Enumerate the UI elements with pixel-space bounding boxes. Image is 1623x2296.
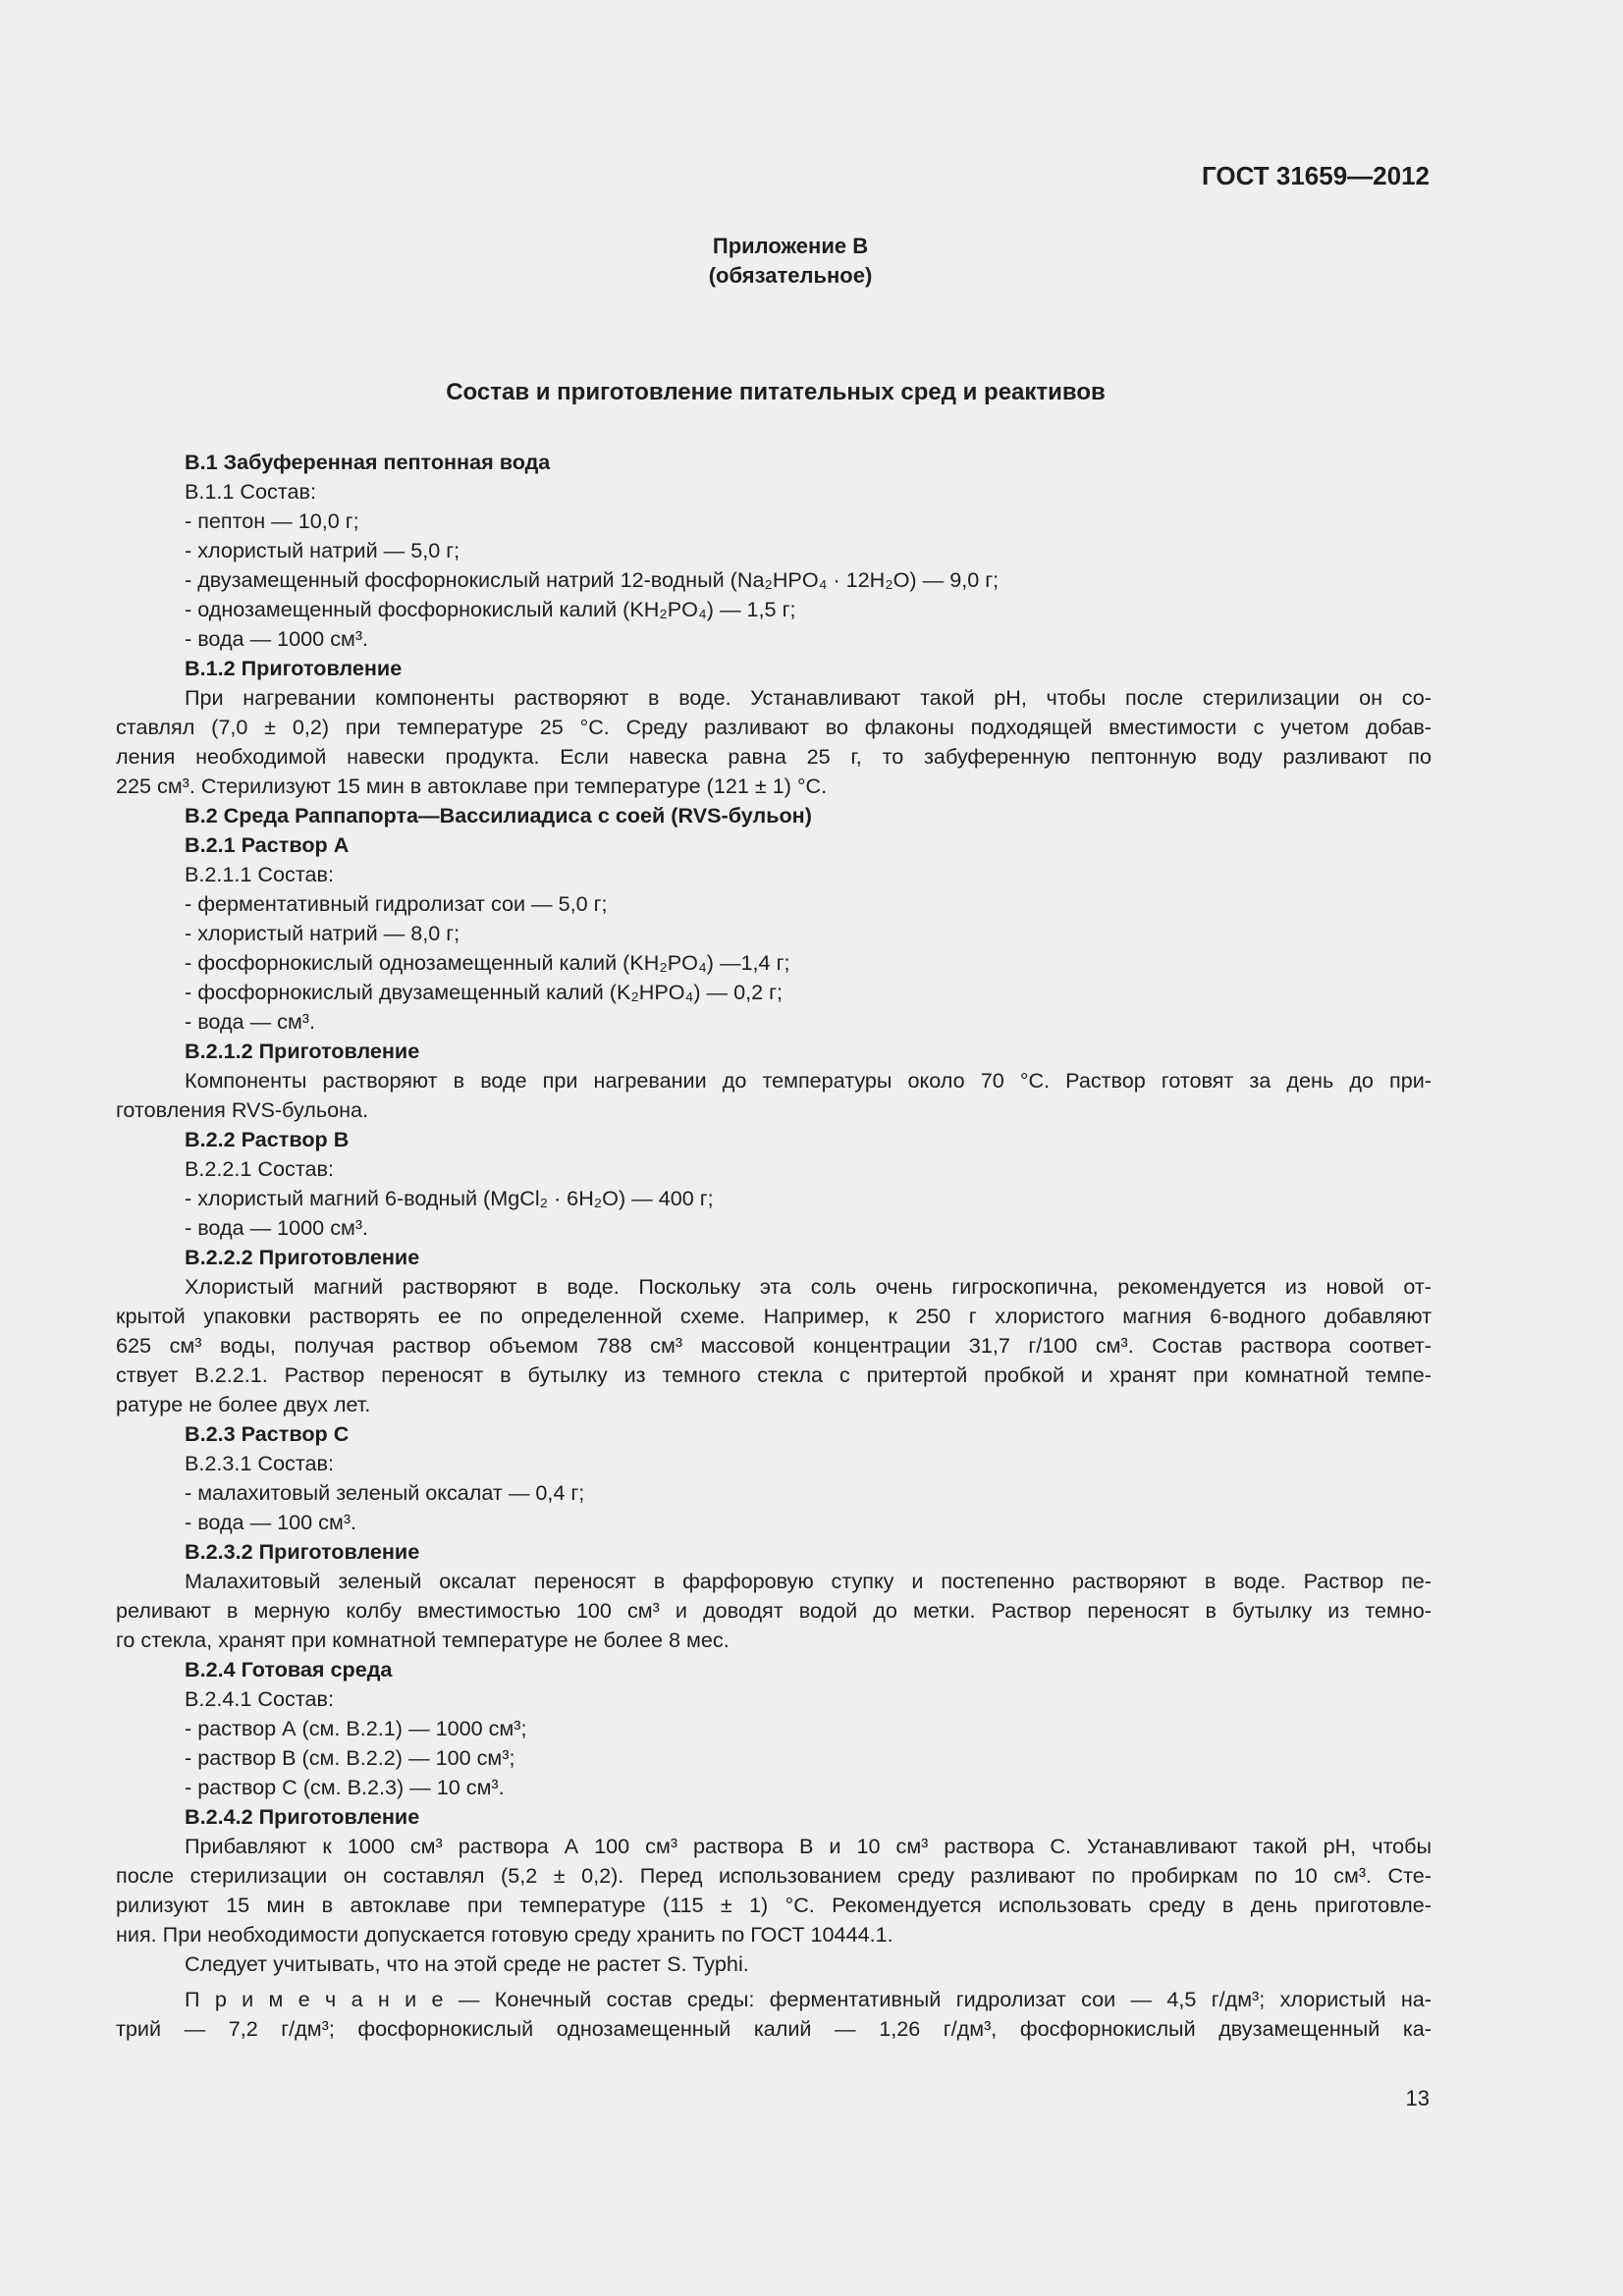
- text-line: - вода — 1000 см³.: [185, 1215, 369, 1240]
- section-heading: В.2 Среда Раппапорта—Вассилиадиса с соей (RVS-бульон): [185, 803, 812, 828]
- text-line: - ферментативный гидролизат сои — 5,0 г;: [185, 891, 608, 916]
- text-line: ствует В.2.2.1. Раствор переносят в бутылку из темного стекла с притертой пробкой и хранят при комнатной темпе-: [116, 1362, 1432, 1387]
- text-line: В.1.1 Состав:: [185, 479, 316, 504]
- text-line: - вода — 100 см³.: [185, 1510, 357, 1534]
- text-line: В.2.3.1 Состав:: [185, 1451, 334, 1475]
- text-line: ления необходимой навески продукта. Если навеска равна 25 г, то забуференную пептонную воду разливают по: [116, 744, 1432, 769]
- text-line: после стерилизации он составлял (5,2 ± 0,2). Перед использованием среду разливают по пробиркам по 10 см³. Сте-: [116, 1863, 1432, 1888]
- standard-number: ГОСТ 31659—2012: [1202, 161, 1430, 190]
- appendix-status: (обязательное): [708, 263, 873, 288]
- text-line: П р и м е ч а н и е — Конечный состав среды: ферментативный гидролизат сои — 4,5 г/дм³; хлористый на-: [185, 1987, 1432, 2011]
- text-line: рилизуют 15 мин в автоклаве при температуре (115 ± 1) °С. Рекомендуется использовать среду в день приготовле-: [116, 1893, 1432, 1917]
- text-line: - раствор В (см. В.2.2) — 100 см³;: [185, 1745, 515, 1770]
- text-line: крытой упаковки растворять ее по определенной схеме. Например, к 250 г хлористого магния 6-водного добавляют: [116, 1304, 1432, 1328]
- text-line: - пептон — 10,0 г;: [185, 508, 359, 533]
- text-line: реливают в мерную колбу вместимостью 100 см³ и доводят водой до метки. Раствор переносят в бутылку из темно-: [116, 1598, 1432, 1623]
- text-line: - однозамещенный фосфорнокислый калий (KH₂PO₄) — 1,5 г;: [185, 597, 796, 621]
- text-line: го стекла, хранят при комнатной температуре не более 8 мес.: [116, 1628, 730, 1652]
- text-line: - вода — см³.: [185, 1009, 315, 1034]
- section-heading: В.2.3 Раствор С: [185, 1421, 350, 1446]
- text-line: ния. При необходимости допускается готовую среду хранить по ГОСТ 10444.1.: [116, 1922, 893, 1947]
- text-line: Прибавляют к 1000 см³ раствора А 100 см³ раствора В и 10 см³ раствора С. Устанавливают такой pH, чтобы: [185, 1834, 1432, 1858]
- text-line: Хлористый магний растворяют в воде. Поскольку эта соль очень гигроскопична, рекомендуется из новой от-: [185, 1274, 1432, 1299]
- text-line: - раствор С (см. В.2.3) — 10 см³.: [185, 1775, 505, 1799]
- appendix-heading: [0, 232, 1581, 291]
- text-line: - двузамещенный фосфорнокислый натрий 12-водный (Na₂HPO₄ · 12H₂O) — 9,0 г;: [185, 567, 1000, 592]
- text-line: трий — 7,2 г/дм³; фосфорнокислый однозамещенный калий — 1,26 г/дм³, фосфорнокислый двузамещенный ка-: [116, 2016, 1432, 2041]
- section-heading: В.2.4 Готовая среда: [185, 1657, 393, 1682]
- section-heading: В.1.2 Приготовление: [185, 656, 403, 680]
- text-line: ставлял (7,0 ± 0,2) при температуре 25 °С. Среду разливают во флаконы подходящей вместимости с учетом добав-: [116, 715, 1432, 739]
- text-line: готовления RVS-бульона.: [116, 1097, 369, 1122]
- text-line: Следует учитывать, что на этой среде не растет S. Typhi.: [185, 1951, 749, 1976]
- document-body: [116, 448, 1432, 2044]
- text-line: В.2.4.1 Состав:: [185, 1686, 334, 1711]
- text-line: Компоненты растворяют в воде при нагревании до температуры около 70 °С. Раствор готовят за день до при-: [185, 1068, 1432, 1093]
- text-line: 625 см³ воды, получая раствор объемом 788 см³ массовой концентрации 31,7 г/100 см³. Состав раствора соответ-: [116, 1333, 1432, 1358]
- document-title: Состав и приготовление питательных сред и реактивов: [446, 379, 1106, 405]
- section-heading: В.2.2 Раствор В: [185, 1127, 350, 1151]
- text-line: - вода — 1000 см³.: [185, 626, 369, 651]
- text-line: - фосфорнокислый однозамещенный калий (KH₂PO₄) —1,4 г;: [185, 950, 790, 975]
- text-line: - хлористый натрий — 5,0 г;: [185, 538, 460, 562]
- section-heading: В.2.4.2 Приготовление: [185, 1804, 420, 1829]
- section-heading: В.1 Забуференная пептонная вода: [185, 450, 551, 474]
- section-heading: В.2.1.2 Приготовление: [185, 1039, 420, 1063]
- section-heading: В.2.1 Раствор А: [185, 832, 350, 857]
- text-line: Малахитовый зеленый оксалат переносят в фарфоровую ступку и постепенно растворяют в воде. Раствор пе-: [185, 1569, 1432, 1593]
- text-line: ратуре не более двух лет.: [116, 1392, 371, 1416]
- text-line: В.2.2.1 Состав:: [185, 1156, 334, 1181]
- text-line: При нагревании компоненты растворяют в воде. Устанавливают такой pH, чтобы после стерилизации он со-: [185, 685, 1432, 710]
- text-line: В.2.1.1 Состав:: [185, 862, 334, 886]
- text-line: - хлористый натрий — 8,0 г;: [185, 921, 460, 945]
- text-line: 225 см³. Стерилизуют 15 мин в автоклаве при температуре (121 ± 1) °С.: [116, 774, 828, 798]
- section-heading: В.2.3.2 Приготовление: [185, 1539, 420, 1564]
- section-heading: В.2.2.2 Приготовление: [185, 1245, 420, 1269]
- text-line: - хлористый магний 6-водный (MgCl₂ · 6H₂O) — 400 г;: [185, 1186, 714, 1210]
- page-number: 13: [1405, 2086, 1430, 2110]
- text-line: - малахитовый зеленый оксалат — 0,4 г;: [185, 1480, 585, 1505]
- text-line: - фосфорнокислый двузамещенный калий (K₂HPO₄) — 0,2 г;: [185, 980, 784, 1004]
- appendix-title: Приложение В: [712, 234, 869, 258]
- text-line: - раствор А (см. В.2.1) — 1000 см³;: [185, 1716, 527, 1740]
